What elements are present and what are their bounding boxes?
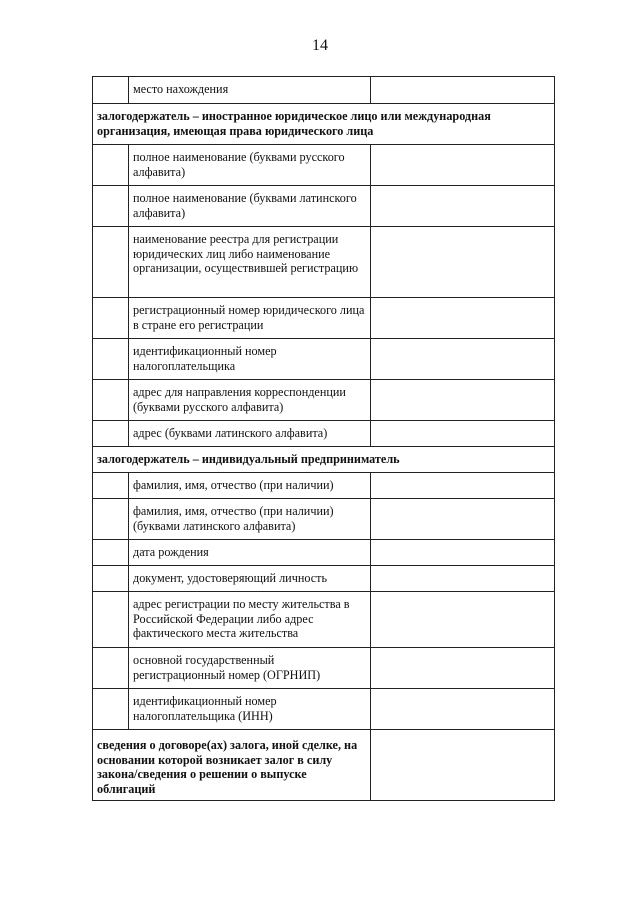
table-row	[93, 499, 555, 540]
table-row	[93, 648, 555, 689]
field-label: полное наименование (буквами русского алфавита)	[129, 145, 371, 186]
table-row	[93, 227, 555, 298]
field-label: дата рождения	[129, 540, 371, 566]
index-cell	[93, 689, 129, 730]
field-value-cell[interactable]	[371, 77, 555, 104]
index-cell	[93, 186, 129, 227]
field-value-cell[interactable]	[371, 298, 555, 339]
field-value-cell[interactable]	[371, 730, 555, 801]
field-value-cell[interactable]	[371, 499, 555, 540]
index-cell	[93, 421, 129, 447]
table-row	[93, 689, 555, 730]
index-cell	[93, 499, 129, 540]
field-value-cell[interactable]	[371, 648, 555, 689]
table-row	[93, 186, 555, 227]
index-cell	[93, 380, 129, 421]
pledge-agreement-info-label: сведения о договоре(ах) залога, иной сделке, на основании которой возникает залог в силу закона/сведения о решении о выпуске облигаций	[93, 730, 371, 801]
index-cell	[93, 339, 129, 380]
section-title-foreign-legal-entity: залогодержатель – иностранное юридическое лицо или международная организация, имеющая права юридического лица	[93, 104, 555, 145]
field-label: адрес (буквами латинского алфавита)	[129, 421, 371, 447]
index-cell	[93, 77, 129, 104]
table-row	[93, 145, 555, 186]
field-label: наименование реестра для регистрации юридических лиц либо наименование организации, осуществившей регистрацию	[129, 227, 371, 298]
table-row	[93, 339, 555, 380]
field-value-cell[interactable]	[371, 145, 555, 186]
index-cell	[93, 298, 129, 339]
field-label: регистрационный номер юридического лица в стране его регистрации	[129, 298, 371, 339]
index-cell	[93, 648, 129, 689]
field-label: место нахождения	[129, 77, 371, 104]
section-header-row	[93, 104, 555, 145]
table-row	[93, 566, 555, 592]
field-value-cell[interactable]	[371, 473, 555, 499]
index-cell	[93, 540, 129, 566]
index-cell	[93, 227, 129, 298]
table-row	[93, 380, 555, 421]
table-row	[93, 473, 555, 499]
field-label: идентификационный номер налогоплательщика	[129, 339, 371, 380]
section-header-row	[93, 447, 555, 473]
field-value-cell[interactable]	[371, 339, 555, 380]
index-cell	[93, 592, 129, 648]
field-value-cell[interactable]	[371, 689, 555, 730]
table-row	[93, 592, 555, 648]
field-label: документ, удостоверяющий личность	[129, 566, 371, 592]
field-value-cell[interactable]	[371, 380, 555, 421]
field-label: основной государственный регистрационный номер (ОГРНИП)	[129, 648, 371, 689]
table-row	[93, 298, 555, 339]
field-value-cell[interactable]	[371, 592, 555, 648]
field-value-cell[interactable]	[371, 186, 555, 227]
page-number: 14	[312, 37, 328, 54]
field-label: адрес регистрации по месту жительства в Российской Федерации либо адрес фактического места жительства	[129, 592, 371, 648]
index-cell	[93, 473, 129, 499]
field-label: фамилия, имя, отчество (при наличии) (буквами латинского алфавита)	[129, 499, 371, 540]
field-value-cell[interactable]	[371, 421, 555, 447]
table-row	[93, 540, 555, 566]
field-label: идентификационный номер налогоплательщика (ИНН)	[129, 689, 371, 730]
table-row	[93, 730, 555, 801]
table-row	[93, 421, 555, 447]
index-cell	[93, 566, 129, 592]
field-label: полное наименование (буквами латинского алфавита)	[129, 186, 371, 227]
field-value-cell[interactable]	[371, 566, 555, 592]
field-label: адрес для направления корреспонденции (буквами русского алфавита)	[129, 380, 371, 421]
field-label: фамилия, имя, отчество (при наличии)	[129, 473, 371, 499]
section-title-individual-entrepreneur: залогодержатель – индивидуальный предприниматель	[93, 447, 555, 473]
field-value-cell[interactable]	[371, 227, 555, 298]
index-cell	[93, 145, 129, 186]
field-value-cell[interactable]	[371, 540, 555, 566]
table-row	[93, 77, 555, 104]
form-table	[92, 76, 555, 801]
